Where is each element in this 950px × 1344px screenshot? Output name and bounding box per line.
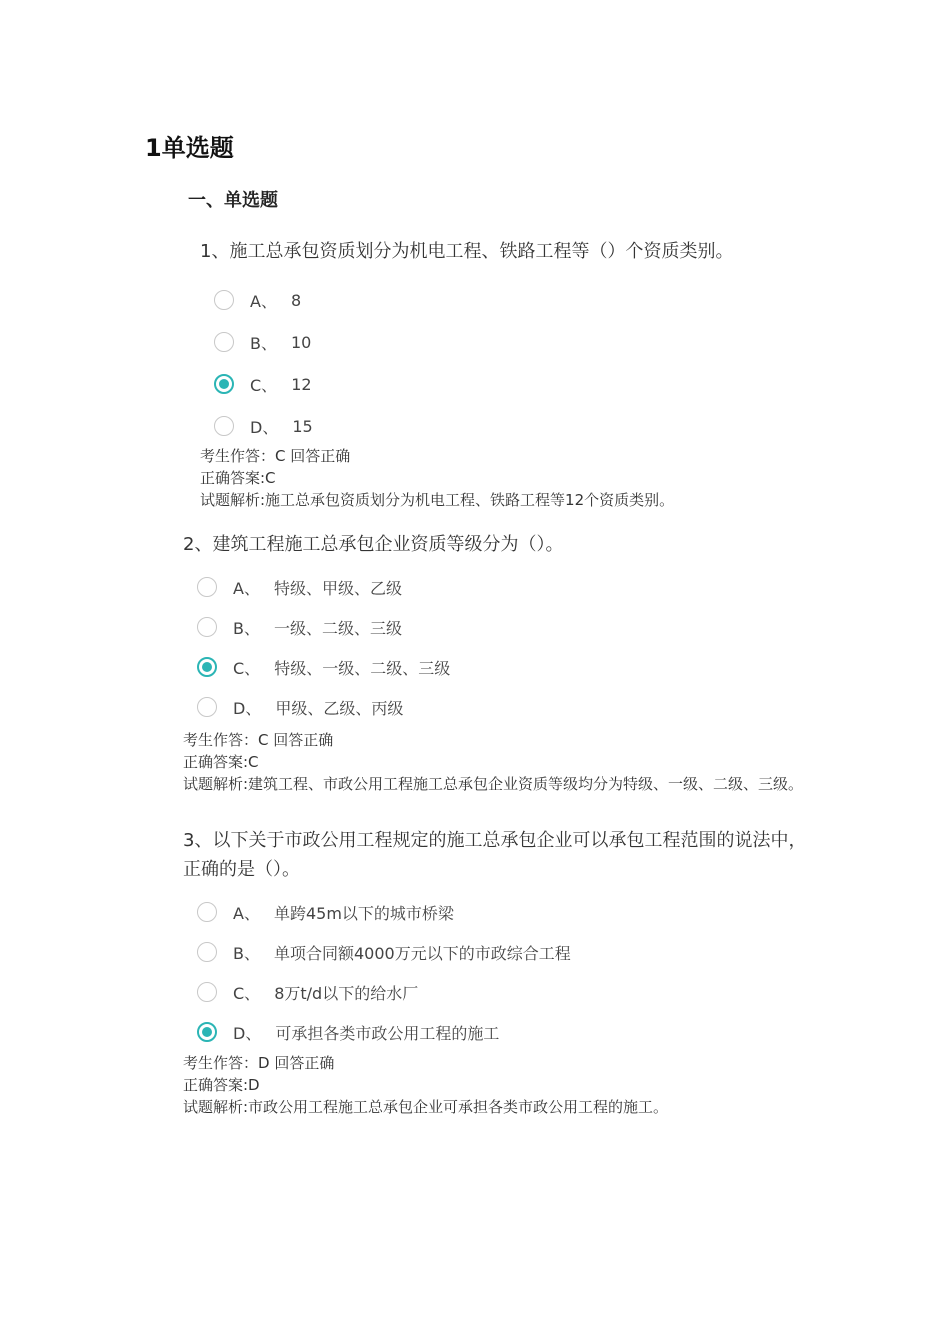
option-text: 特级、甲级、乙级 <box>273 578 402 598</box>
option-list <box>183 892 813 1052</box>
option-a[interactable] <box>200 279 820 321</box>
question-text: 3、以下关于市政公用工程规定的施工总承包企业可以承包工程范围的说法中，正确的是（）。 <box>183 830 807 880</box>
option-letter: B、 <box>233 618 260 638</box>
radio-button[interactable] <box>197 942 217 962</box>
option-letter: B、 <box>233 943 260 963</box>
option-list <box>183 567 813 727</box>
radio-button[interactable] <box>197 982 217 1002</box>
option-text: 甲级、乙级、丙级 <box>275 698 404 718</box>
option-a[interactable] <box>183 567 813 607</box>
option-text: 特级、一级、二级、三级 <box>274 658 451 678</box>
question-3 <box>183 826 813 1118</box>
option-d[interactable] <box>183 687 813 727</box>
option-text: 12 <box>291 374 312 394</box>
radio-button[interactable] <box>214 374 234 394</box>
student-answer: 考生作答：C 回答正确 <box>183 731 334 749</box>
answer-analysis: 试题解析:建筑工程、市政公用工程施工总承包企业资质等级均分为特级、一级、二级、三级。 <box>183 775 804 793</box>
radio-button[interactable] <box>197 697 217 717</box>
radio-button[interactable] <box>197 617 217 637</box>
option-letter: B、 <box>250 333 277 353</box>
student-answer: 考生作答：C 回答正确 <box>200 447 351 465</box>
radio-button[interactable] <box>197 577 217 597</box>
option-text: 10 <box>290 332 312 352</box>
radio-button[interactable] <box>197 1022 217 1042</box>
answer-result <box>183 1052 813 1118</box>
option-text: 可承担各类市政公用工程的施工 <box>275 1023 500 1043</box>
radio-button[interactable] <box>197 657 217 677</box>
option-b[interactable] <box>183 932 813 972</box>
option-letter: A、 <box>233 578 260 598</box>
option-text: 单项合同额4000万元以下的市政综合工程 <box>273 943 571 963</box>
option-letter: D、 <box>250 417 279 437</box>
correct-answer: 正确答案:C <box>200 469 276 487</box>
option-letter: C、 <box>233 983 261 1003</box>
option-list <box>200 279 820 447</box>
option-letter: C、 <box>233 658 261 678</box>
option-d[interactable] <box>200 405 820 447</box>
section-title: 一、单选题 <box>188 190 278 211</box>
question-1 <box>200 237 820 511</box>
radio-button[interactable] <box>197 902 217 922</box>
option-letter: D、 <box>233 698 262 718</box>
correct-answer: 正确答案:C <box>183 753 259 771</box>
option-a[interactable] <box>183 892 813 932</box>
question-2 <box>183 530 813 795</box>
option-text: 一级、二级、三级 <box>273 618 402 638</box>
page-title: 1单选题 <box>145 134 234 162</box>
option-letter: C、 <box>250 375 278 395</box>
option-c[interactable] <box>200 363 820 405</box>
answer-result <box>200 445 820 511</box>
student-answer: 考生作答：D 回答正确 <box>183 1054 335 1072</box>
question-text: 1、施工总承包资质划分为机电工程、铁路工程等（）个资质类别。 <box>200 241 734 262</box>
option-letter: D、 <box>233 1023 262 1043</box>
option-text: 8 <box>290 290 302 310</box>
option-letter: A、 <box>233 903 260 923</box>
question-text: 2、建筑工程施工总承包企业资质等级分为（）。 <box>183 534 564 555</box>
option-c[interactable] <box>183 972 813 1012</box>
correct-answer: 正确答案:D <box>183 1076 260 1094</box>
answer-result <box>183 729 813 795</box>
answer-analysis: 试题解析:施工总承包资质划分为机电工程、铁路工程等12个资质类别。 <box>200 491 675 509</box>
option-text: 单跨45m以下的城市桥梁 <box>273 903 454 923</box>
option-text: 15 <box>292 416 313 436</box>
option-text: 8万t/d以下的给水厂 <box>274 983 419 1003</box>
option-b[interactable] <box>200 321 820 363</box>
option-c[interactable] <box>183 647 813 687</box>
radio-button[interactable] <box>214 416 234 436</box>
answer-analysis: 试题解析:市政公用工程施工总承包企业可承担各类市政公用工程的施工。 <box>183 1098 669 1116</box>
option-letter: A、 <box>250 291 277 311</box>
radio-button[interactable] <box>214 332 234 352</box>
radio-button[interactable] <box>214 290 234 310</box>
option-d[interactable] <box>183 1012 813 1052</box>
option-b[interactable] <box>183 607 813 647</box>
